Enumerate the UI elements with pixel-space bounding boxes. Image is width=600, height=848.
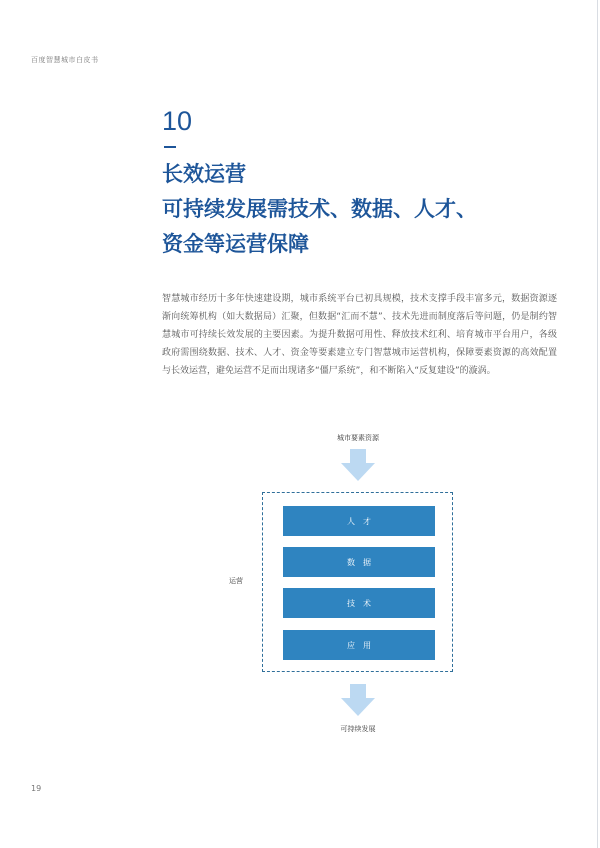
running-header: 百度智慧城市白皮书	[31, 56, 99, 64]
diagram-bottom-label: 可持续发展	[340, 725, 376, 733]
chapter-divider	[164, 146, 176, 148]
bar-data: 数据	[283, 547, 435, 577]
chapter-title-line-1: 长效运营	[162, 162, 246, 186]
chapter-title-line-3: 资金等运营保障	[162, 232, 309, 256]
page-edge-line	[597, 0, 598, 848]
bar-talent: 人才	[283, 506, 435, 536]
chapter-number: 10	[162, 106, 193, 136]
diagram-side-label: 运营	[229, 577, 243, 585]
diagram-top-label: 城市要素资源	[337, 434, 379, 442]
page-number: 19	[31, 784, 42, 793]
bar-technology: 技术	[283, 588, 435, 618]
down-arrow-icon	[341, 449, 375, 481]
body-paragraph: 智慧城市经历十多年快速建设期，城市系统平台已初具规模，技术支撑手段丰富多元，数据资源逐渐向统筹机构（如大数据局）汇聚，但数据“汇而不慧”、技术先进而制度落后等问题，仍是制约智慧城市可持续长效发展的主要因素。为提升数据可用性、释放技术红利、培育城市平台用户，各级政府需围绕数据、技术、人才、资金等要素建立专门智慧城市运营机构，保障要素资源的高效配置与长效运营，避免运营不足而出现诸多“僵尸系统”，和不断陷入“反复建设”的漩涡。	[162, 294, 557, 376]
down-arrow-icon	[341, 684, 375, 716]
chapter-title-line-2: 可持续发展需技术、数据、人才、	[162, 197, 477, 221]
bar-application: 应用	[283, 630, 435, 660]
